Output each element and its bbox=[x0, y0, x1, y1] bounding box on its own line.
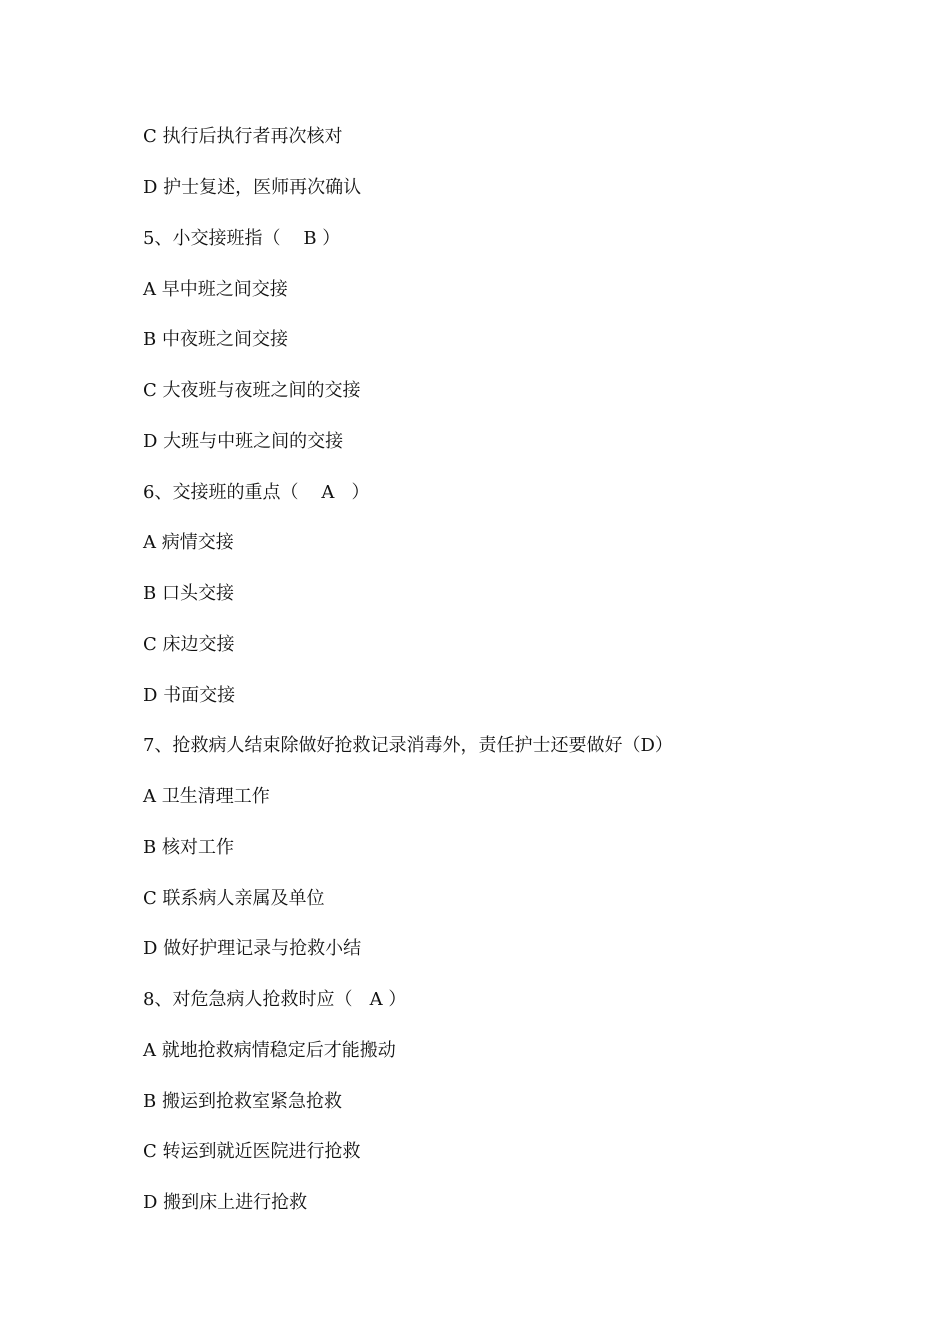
option-c-q8: C 转运到就近医院进行抢救 bbox=[143, 1141, 361, 1162]
option-b-q6: B 口头交接 bbox=[143, 583, 234, 604]
option-a-q8: A 就地抢救病情稳定后才能搬动 bbox=[143, 1040, 396, 1061]
option-b-q5: B 中夜班之间交接 bbox=[143, 329, 288, 350]
option-b-q7: B 核对工作 bbox=[143, 837, 234, 858]
option-a-q7: A 卫生清理工作 bbox=[143, 786, 270, 807]
option-d-q8: D 搬到床上进行抢救 bbox=[143, 1192, 308, 1213]
option-c-q5: C 大夜班与夜班之间的交接 bbox=[143, 380, 361, 401]
question-6: 6、交接班的重点（ A ） bbox=[143, 482, 370, 503]
question-7: 7、抢救病人结束除做好抢救记录消毒外，责任护士还要做好（D） bbox=[143, 735, 673, 756]
option-c-q6: C 床边交接 bbox=[143, 634, 235, 655]
option-c-q7: C 联系病人亲属及单位 bbox=[143, 888, 325, 909]
option-d-q6: D 书面交接 bbox=[143, 685, 236, 706]
option-d-q5: D 大班与中班之间的交接 bbox=[143, 431, 344, 452]
option-a-q6: A 病情交接 bbox=[143, 532, 234, 553]
question-5: 5、小交接班指（ B ） bbox=[143, 228, 341, 249]
option-d-q4: D 护士复述，医师再次确认 bbox=[143, 177, 362, 198]
option-b-q8: B 搬运到抢救室紧急抢救 bbox=[143, 1091, 342, 1112]
question-8: 8、对危急病人抢救时应（ A ） bbox=[143, 989, 407, 1010]
option-d-q7: D 做好护理记录与抢救小结 bbox=[143, 938, 362, 959]
option-a-q5: A 早中班之间交接 bbox=[143, 279, 288, 300]
option-c-q4: C 执行后执行者再次核对 bbox=[143, 126, 343, 147]
